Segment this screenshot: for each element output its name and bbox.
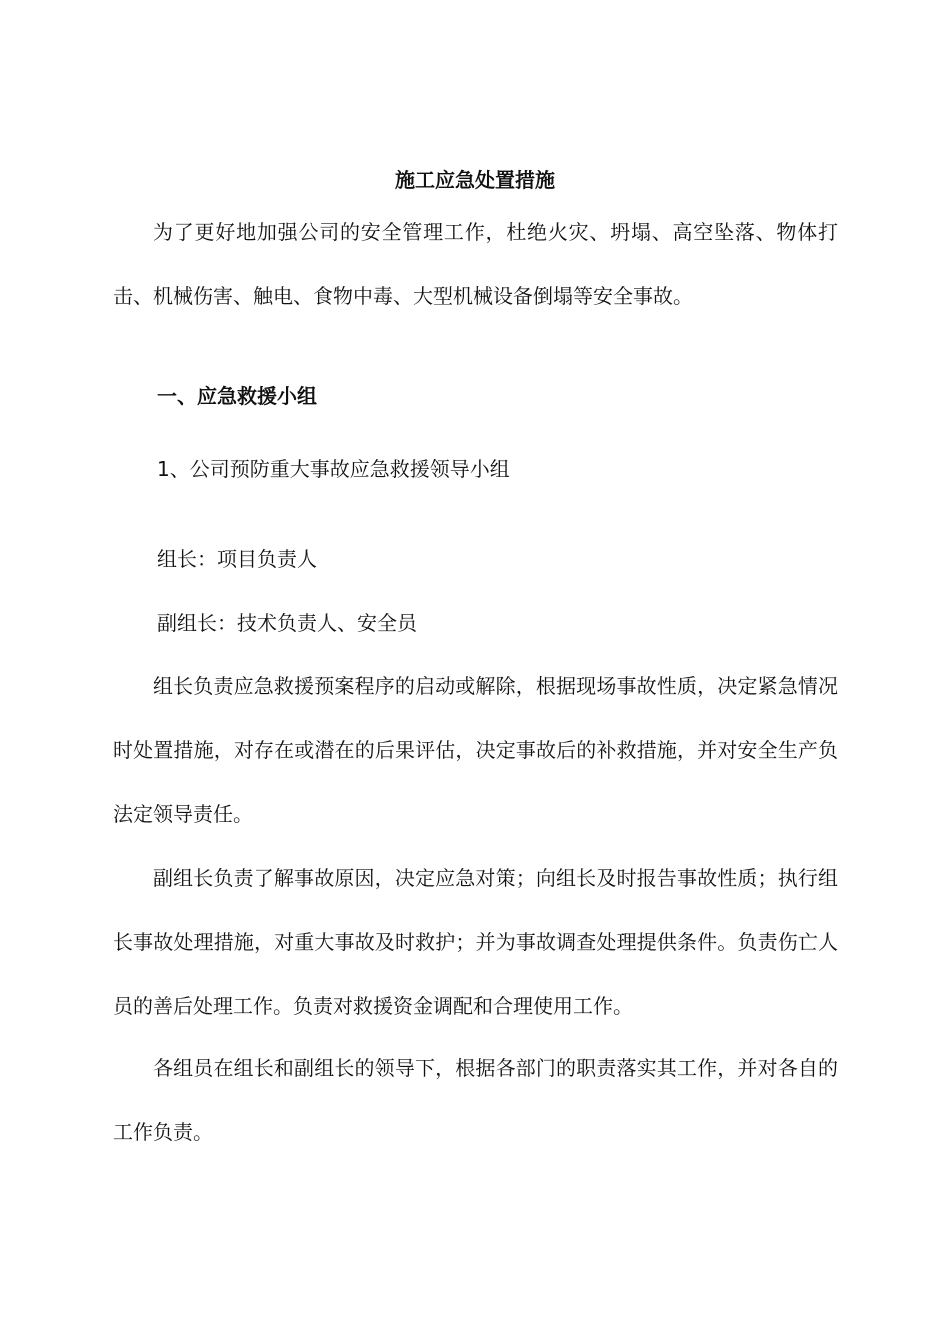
document-title: 施工应急处置措施 (395, 168, 555, 192)
subsection-heading: 1、公司预防重大事故应急救援领导小组 (157, 457, 510, 481)
section-heading: 一、应急救援小组 (157, 384, 317, 408)
deputy-leader-line: 副组长：技术负责人、安全员 (157, 611, 417, 635)
deputy-duties-paragraph: 副组长负责了解事故原因，决定应急对策；向组长及时报告事故性质；执行组长事故处理措施，对重大事故及时救护；并为事故调查处理提供条件。负责伤亡人员的善后处理工作。负责对救援资金调配和合理使用工作。 (113, 866, 838, 1018)
leader-line: 组长：项目负责人 (157, 547, 317, 571)
intro-paragraph: 为了更好地加强公司的安全管理工作，杜绝火灾、坍塌、高空坠落、物体打击、机械伤害、触电、食物中毒、大型机械设备倒塌等安全事故。 (113, 220, 838, 308)
leader-duties-paragraph: 组长负责应急救援预案程序的启动或解除，根据现场事故性质，决定紧急情况时处置措施，对存在或潜在的后果评估，决定事故后的补救措施，并对安全生产负法定领导责任。 (113, 674, 838, 826)
members-duties-paragraph: 各组员在组长和副组长的领导下，根据各部门的职责落实其工作，并对各自的工作负责。 (113, 1056, 838, 1144)
